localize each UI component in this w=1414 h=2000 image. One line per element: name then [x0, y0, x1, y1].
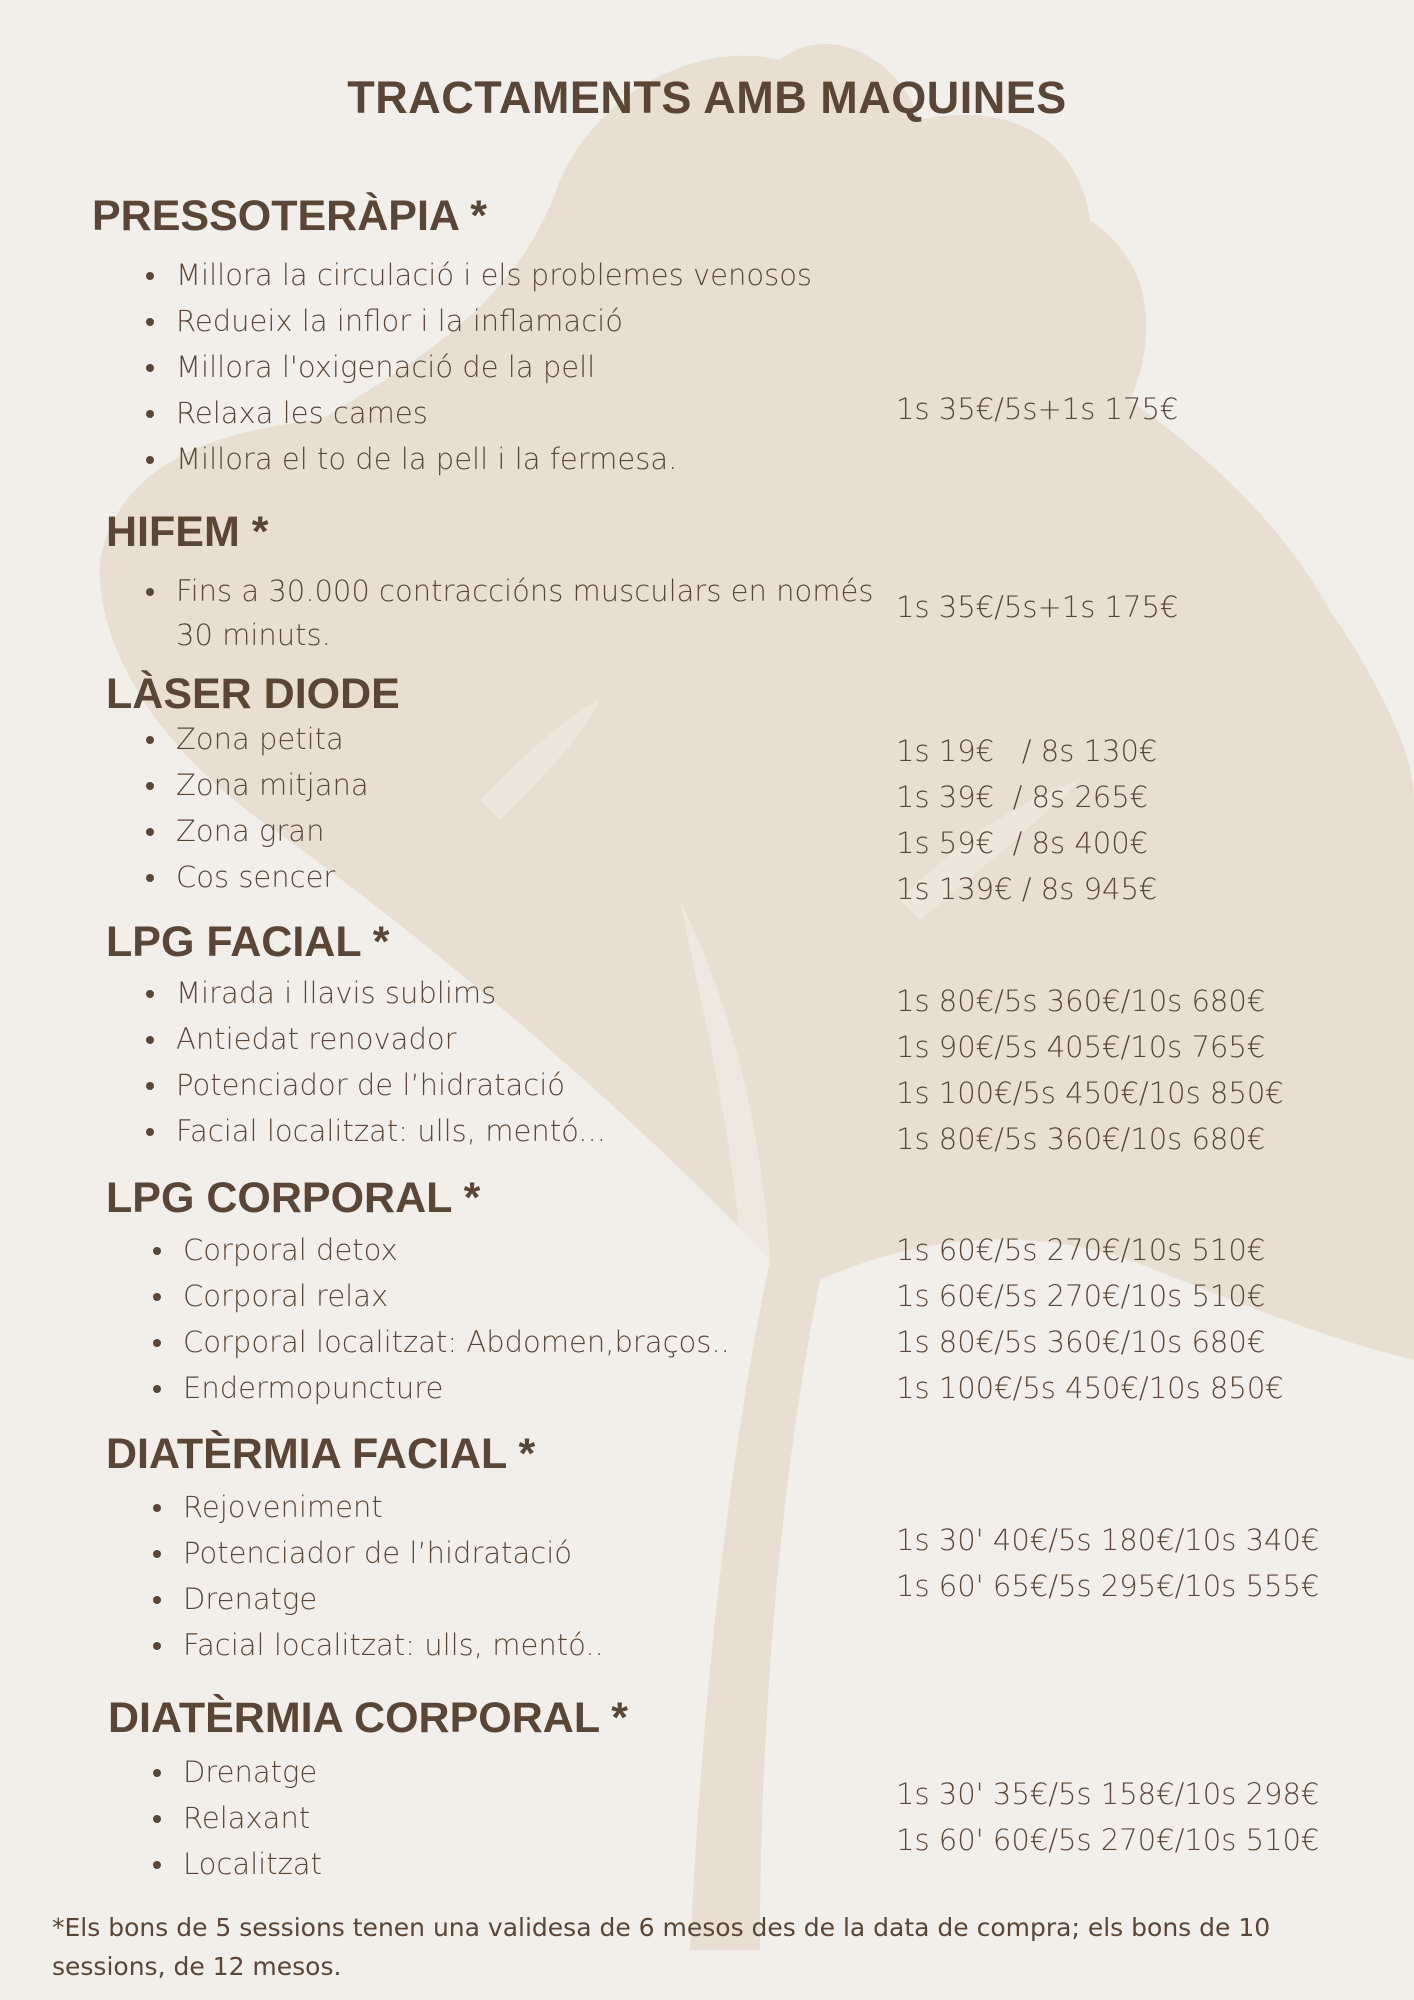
footnote: *Els bons de 5 sessions tenen una validesa de 6 mesos des de la data de compra; els bons de 10 sessions, de 12 mesos. [52, 1913, 1271, 1981]
list-item: Corporal localitzat: Abdomen,braços.. [183, 1319, 730, 1365]
price-lpg-corporal-3: 1s 80€/5s 360€/10s 680€ [896, 1325, 1266, 1359]
page-title: TRACTAMENTS AMB MAQUINES [347, 72, 1067, 123]
list-item: Drenatge [183, 1749, 322, 1795]
pressoterapia-list [176, 252, 812, 482]
price-pressoterapia: 1s 35€/5s+1s 175€ [896, 392, 1179, 426]
list-item: Antiedat renovador [176, 1016, 606, 1062]
price-laser-2: 1s 39€ / 8s 265€ [896, 780, 1149, 814]
section-heading-lpg-corporal: LPG CORPORAL * [106, 1174, 481, 1222]
price-laser-3: 1s 59€ / 8s 400€ [896, 826, 1149, 860]
price-diatermia-facial-1: 1s 30' 40€/5s 180€/10s 340€ [896, 1523, 1320, 1557]
lpg-facial-list [176, 970, 606, 1154]
laser-diode-list [176, 716, 369, 900]
list-item: Facial localitzat: ulls, mentó... [176, 1108, 606, 1154]
list-item: Millora el to de la pell i la fermesa. [176, 436, 812, 482]
section-heading-hifem: HIFEM * [106, 508, 269, 556]
list-item: Millora la circulació i els problemes venosos [176, 252, 812, 298]
list-item: Mirada i llavis sublims [176, 970, 606, 1016]
price-laser-1: 1s 19€ / 8s 130€ [896, 734, 1158, 768]
section-heading-lpg-facial: LPG FACIAL * [106, 918, 390, 966]
list-item: Zona petita [176, 716, 369, 762]
diatermia-corporal-list [183, 1749, 322, 1887]
price-lpg-corporal-2: 1s 60€/5s 270€/10s 510€ [896, 1279, 1266, 1313]
list-item: Endermopuncture [183, 1365, 730, 1411]
list-item: Localitzat [183, 1841, 322, 1887]
list-item: Zona gran [176, 808, 369, 854]
price-lpg-corporal-4: 1s 100€/5s 450€/10s 850€ [896, 1371, 1284, 1405]
section-heading-diatermia-facial: DIATÈRMIA FACIAL * [106, 1430, 536, 1478]
list-item: Redueix la inflor i la inflamació [176, 298, 812, 344]
price-diatermia-corporal-2: 1s 60' 60€/5s 270€/10s 510€ [896, 1823, 1320, 1857]
list-item: Cos sencer [176, 854, 369, 900]
price-lpg-facial-4: 1s 80€/5s 360€/10s 680€ [896, 1122, 1266, 1156]
price-lpg-facial-3: 1s 100€/5s 450€/10s 850€ [896, 1076, 1284, 1110]
list-item: Relaxant [183, 1795, 322, 1841]
list-item: Potenciador de l’hidratació [176, 1062, 606, 1108]
price-hifem: 1s 35€/5s+1s 175€ [896, 590, 1179, 624]
list-item: Relaxa les cames [176, 390, 812, 436]
diatermia-facial-list [183, 1484, 604, 1668]
list-item: Potenciador de l’hidratació [183, 1530, 604, 1576]
price-lpg-facial-2: 1s 90€/5s 405€/10s 765€ [896, 1030, 1266, 1064]
list-item: Fins a 30.000 contraccións musculars en només [176, 568, 873, 614]
hifem-continuation: 30 minuts. [176, 618, 331, 652]
section-heading-laser-diode: LÀSER DIODE [106, 670, 400, 718]
price-diatermia-corporal-1: 1s 30' 35€/5s 158€/10s 298€ [896, 1777, 1320, 1811]
list-item: Rejoveniment [183, 1484, 604, 1530]
section-heading-pressoterapia: PRESSOTERÀPIA * [92, 192, 488, 240]
list-item: Corporal relax [183, 1273, 730, 1319]
price-lpg-corporal-1: 1s 60€/5s 270€/10s 510€ [896, 1233, 1266, 1267]
list-item: Zona mitjana [176, 762, 369, 808]
list-item: Facial localitzat: ulls, mentó.. [183, 1622, 604, 1668]
price-diatermia-facial-2: 1s 60' 65€/5s 295€/10s 555€ [896, 1569, 1320, 1603]
hifem-list [176, 568, 873, 614]
list-item: Millora l'oxigenació de la pell [176, 344, 812, 390]
list-item: Corporal detox [183, 1227, 730, 1273]
price-laser-4: 1s 139€ / 8s 945€ [896, 872, 1158, 906]
section-heading-diatermia-corporal: DIATÈRMIA CORPORAL * [108, 1694, 628, 1742]
lpg-corporal-list [183, 1227, 730, 1411]
list-item: Drenatge [183, 1576, 604, 1622]
price-lpg-facial-1: 1s 80€/5s 360€/10s 680€ [896, 984, 1266, 1018]
